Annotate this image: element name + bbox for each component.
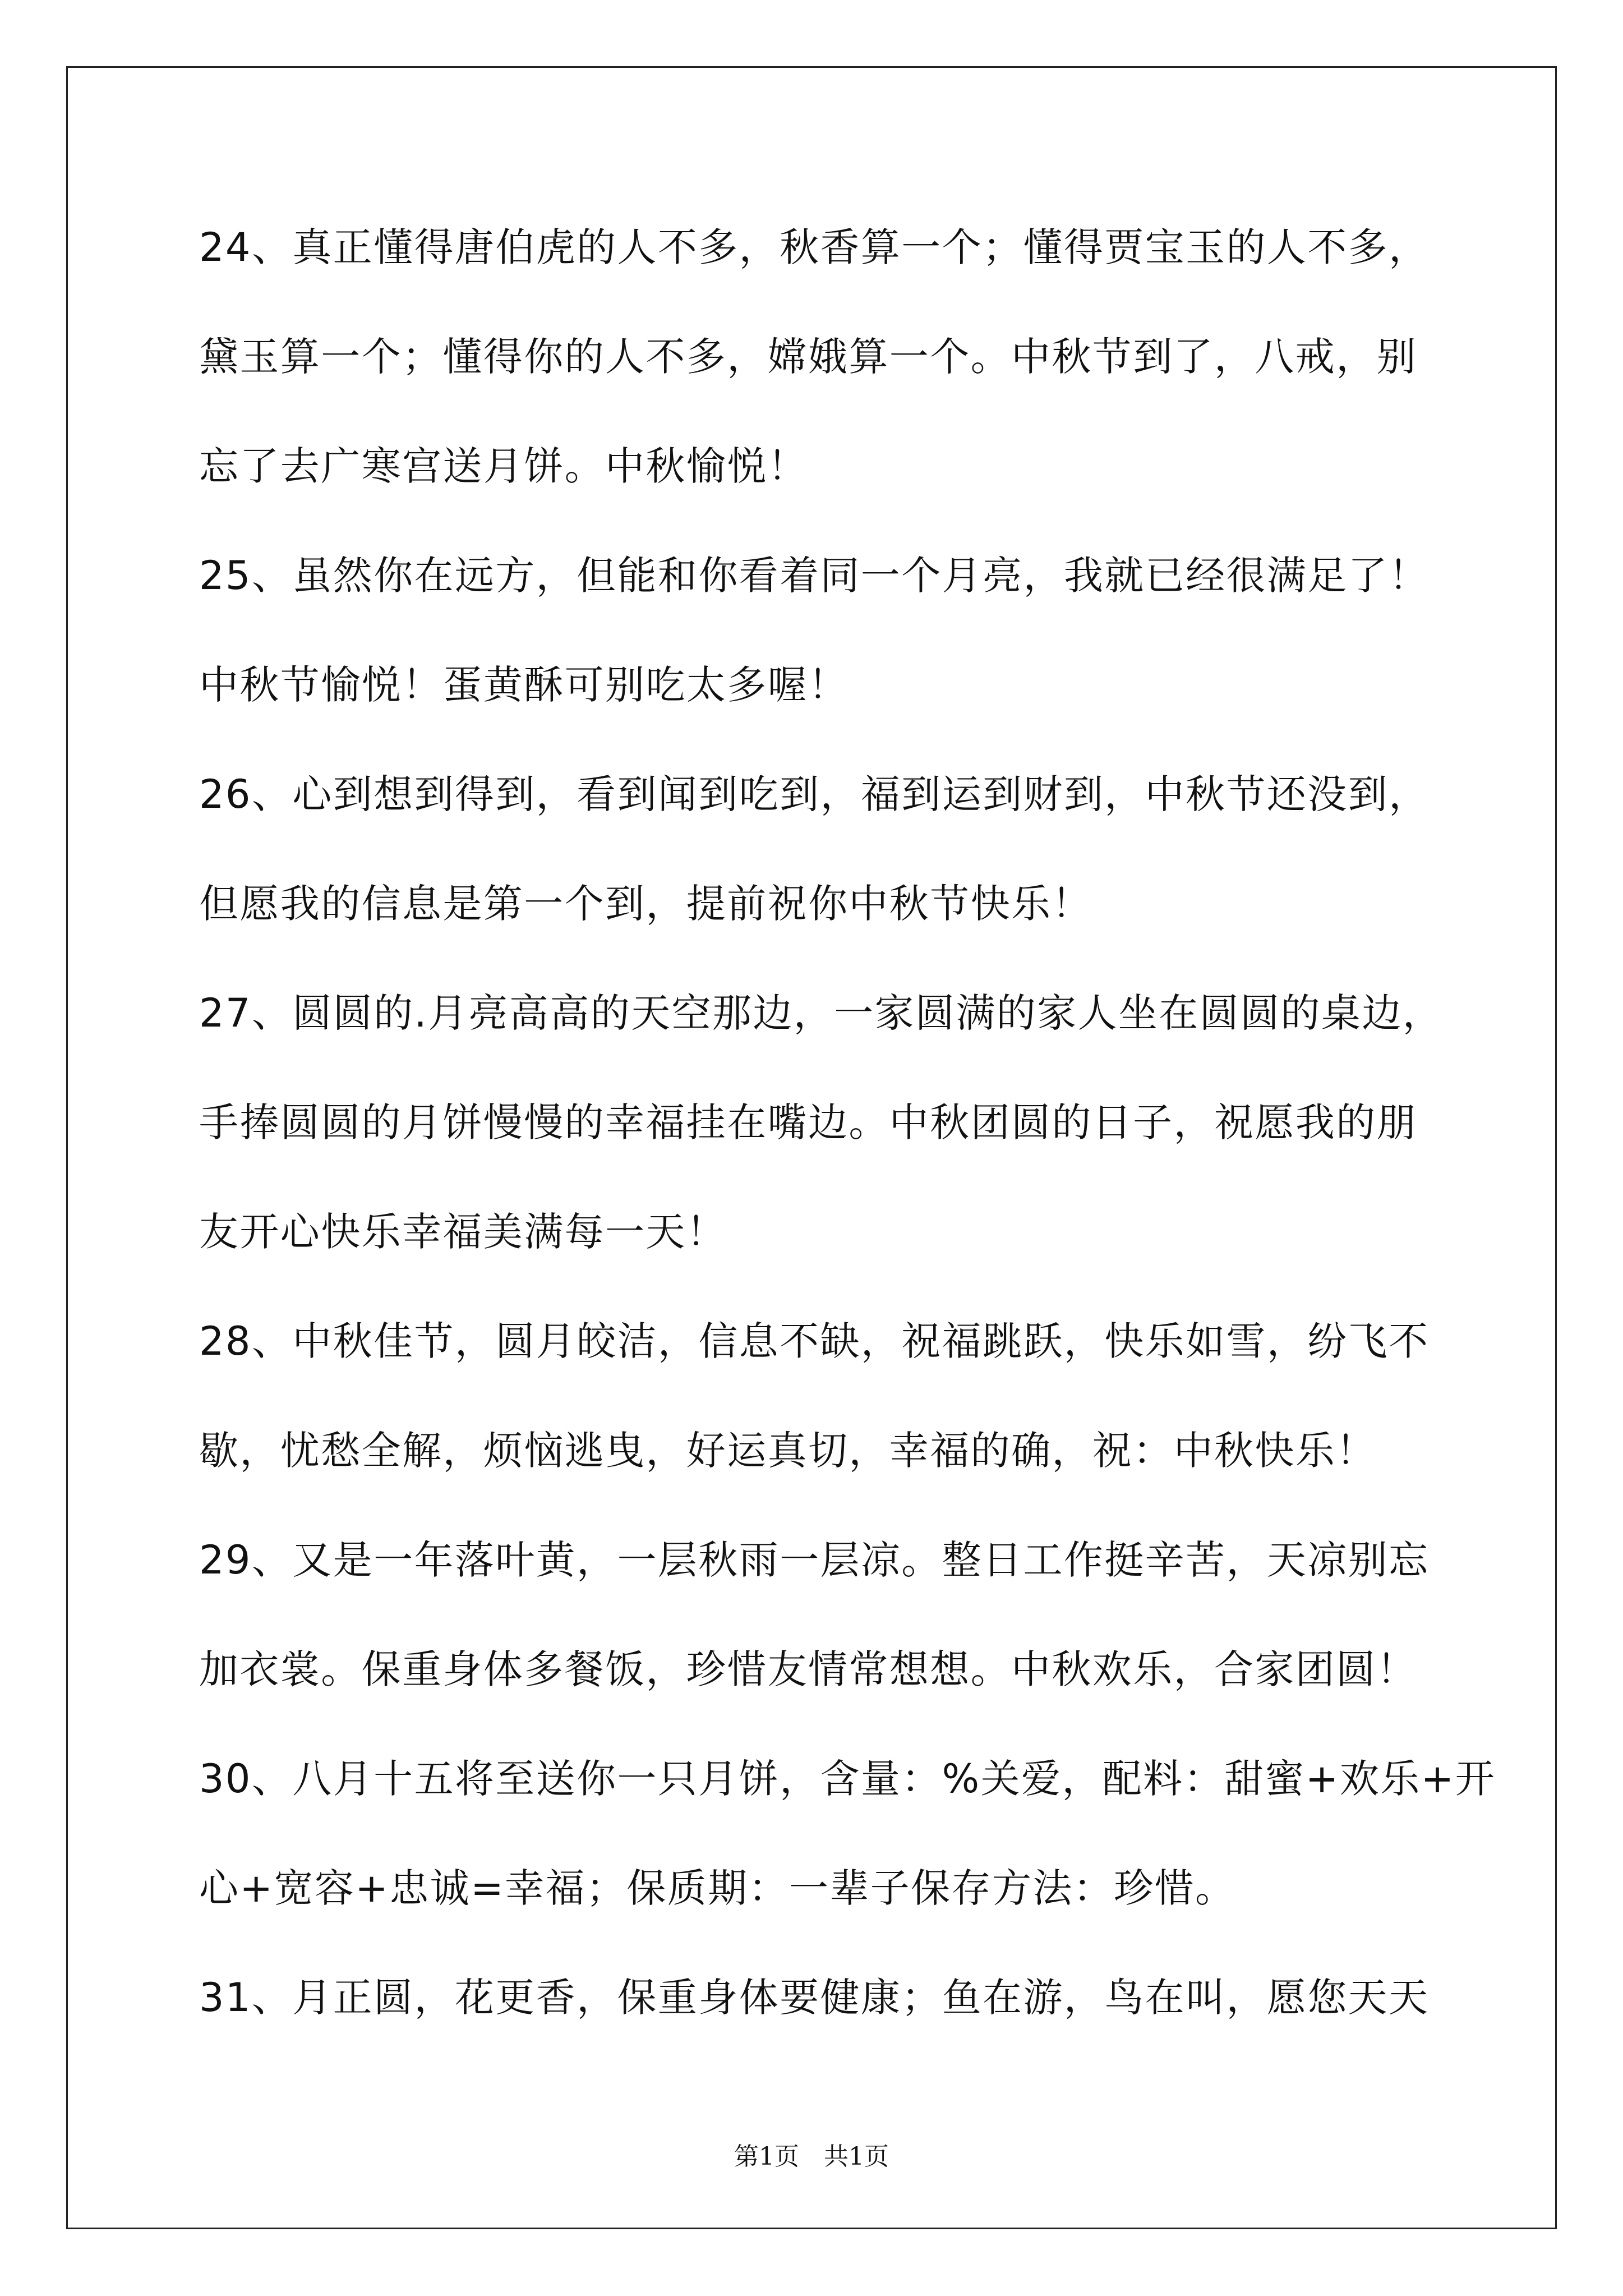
text-line: 加衣裳。保重身体多餐饭，珍惜友情常想想。中秋欢乐，合家团圆！ — [199, 1646, 1417, 1692]
text-line: 24、真正懂得唐伯虎的人不多，秋香算一个；懂得贾宝玉的人不多， — [199, 224, 1430, 270]
text-line: 25、虽然你在远方，但能和你看着同一个月亮，我就已经很满足了！ — [199, 553, 1430, 599]
page-number: 第1页 共1页 — [734, 2142, 889, 2171]
text-line: 友开心快乐幸福美满每一天！ — [199, 1209, 727, 1255]
text-line: 26、心到想到得到，看到闻到吃到，福到运到财到，中秋节还没到， — [199, 771, 1430, 817]
text-line: 黛玉算一个；懂得你的人不多，嫦娥算一个。中秋节到了，八戒，别 — [199, 334, 1417, 380]
text-line: 忘了去广寒宫送月饼。中秋愉悦！ — [199, 443, 808, 489]
text-line: 歇，忧愁全解，烦恼逃曳，好运真切，幸福的确，祝：中秋快乐！ — [199, 1428, 1377, 1474]
text-line: 手捧圆圆的月饼慢慢的幸福挂在嘴边。中秋团圆的日子，祝愿我的朋 — [199, 1099, 1417, 1145]
text-line: 但愿我的信息是第一个到，提前祝你中秋节快乐！ — [199, 881, 1092, 927]
text-line: 27、圆圆的.月亮高高的天空那边，一家圆满的家人坐在圆圆的桌边， — [199, 990, 1444, 1036]
text-line: 29、又是一年落叶黄，一层秋雨一层凉。整日工作挺辛苦，天凉别忘 — [199, 1537, 1430, 1583]
document-body — [199, 216, 1496, 2076]
text-line: 30、八月十五将至送你一只月饼，含量：%关爱，配料：甜蜜+欢乐+开 — [199, 1756, 1496, 1802]
text-line: 28、中秋佳节，圆月皎洁，信息不缺，祝福跳跃，快乐如雪，纷飞不 — [199, 1318, 1430, 1364]
text-line: 31、月正圆，花更香，保重身体要健康；鱼在游，鸟在叫，愿您天天 — [199, 1975, 1430, 2021]
text-line: 中秋节愉悦！蛋黄酥可别吃太多喔！ — [199, 662, 849, 708]
text-line: 心+宽容+忠诚=幸福；保质期：一辈子保存方法：珍惜。 — [199, 1865, 1236, 1911]
